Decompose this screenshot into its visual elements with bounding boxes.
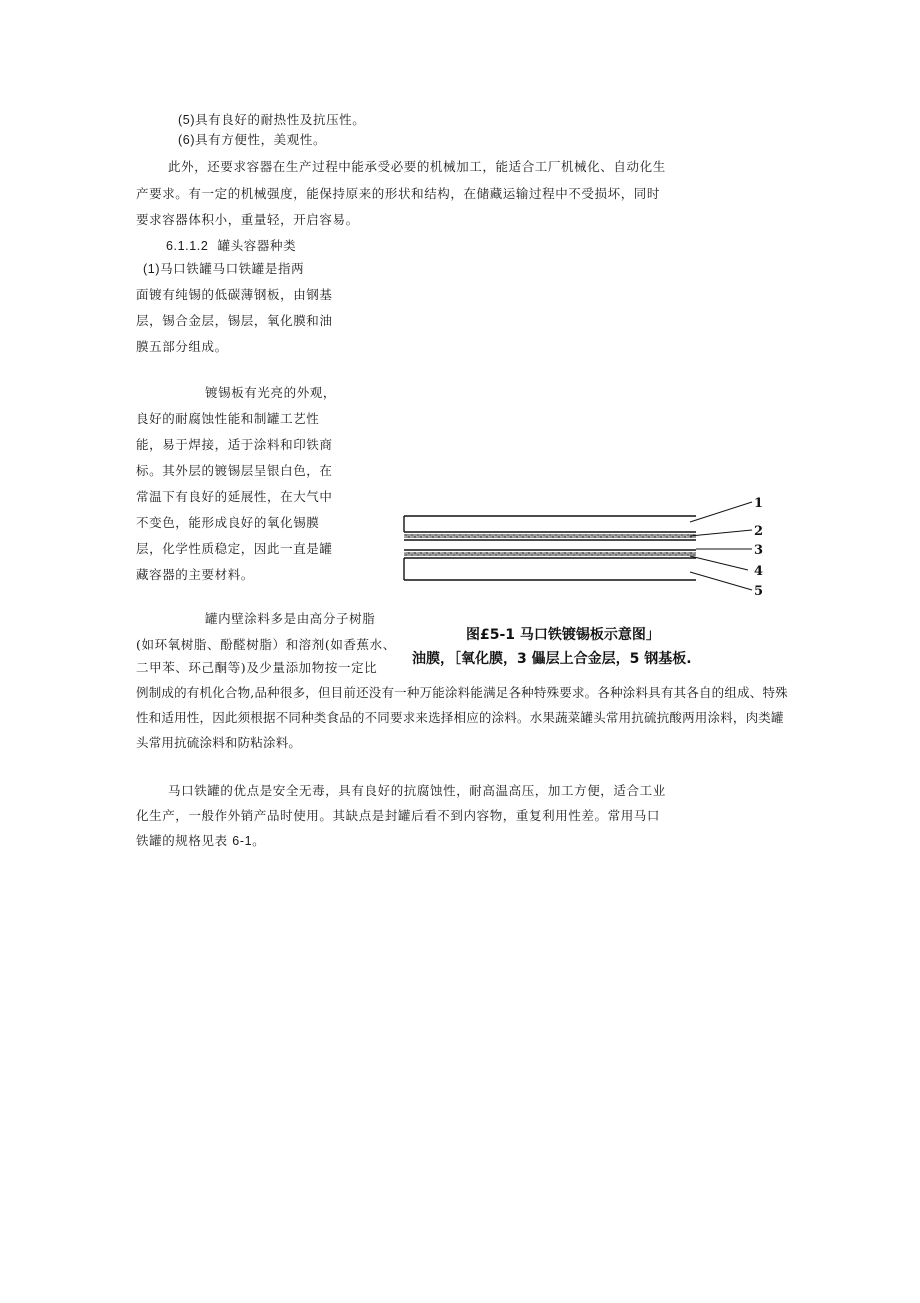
list-item-6	[178, 130, 326, 150]
section-number: 6.1.1.2	[166, 239, 209, 253]
figure-caption: 图£5-1 马口铁镀锡板示意图」	[466, 627, 660, 643]
paragraph-line: 头常用抗硫涂料和防粘涂料。	[136, 735, 302, 750]
paragraph-line: 例制成的有机化合物,品种很多，但目前还没有一种万能涂料能满足各种特殊要求。各种涂料具有其各自的组成、特殊	[136, 685, 788, 700]
list-text: 具有方便性，美观性。	[195, 132, 327, 147]
paragraph-line: 铁罐的规格见表 6-1。	[136, 833, 266, 848]
paragraph-line: 层，化学性质稳定，因此一直是罐	[136, 541, 333, 556]
list-number: (1)	[143, 262, 161, 276]
paragraph-line: 性和适用性，因此须根据不同种类食品的不同要求来选择相应的涂料。水果蔬菜罐头常用抗硫抗酸两用涂料，肉类罐	[136, 710, 784, 725]
paragraph-line: 面镀有纯锡的低碳薄钢板，由钢基	[136, 287, 333, 302]
list-number: (6)	[178, 133, 196, 147]
leader-line	[690, 572, 752, 590]
leader-line	[690, 556, 748, 570]
layer-label-2: 2	[754, 524, 764, 539]
layer-label-3: 3	[754, 543, 764, 558]
layer-label-4: 4	[754, 564, 764, 579]
paragraph-line: 藏容器的主要材料。	[136, 567, 254, 582]
paragraph-line: 要求容器体积小，重量轻，开启容易。	[136, 212, 359, 227]
layer-label-1: 1	[754, 496, 764, 511]
layer-label-5: 5	[754, 584, 764, 599]
paragraph-line: 不变色，能形成良好的氧化锡膜	[136, 515, 320, 530]
paragraph-line: 能，易于焊接，适于涂料和印铁商	[136, 437, 333, 452]
paragraph-line: 罐内壁涂料多是由高分子树脂	[205, 611, 376, 626]
paragraph-line: 化生产，一般作外销产品时使用。其缺点是封罐后看不到内容物，重复利用性差。常用马口	[136, 808, 661, 823]
leader-line	[690, 530, 752, 536]
tinplate-layer-diagram	[396, 492, 776, 602]
paragraph-line: 标。其外层的镀锡层呈银白色，在	[136, 463, 333, 478]
list-text: 具有良好的耐热性及抗压性。	[195, 112, 366, 127]
paragraph-line: 此外，还要求容器在生产过程中能承受必要的机械加工，能适合工厂机械化、自动化生	[168, 159, 666, 174]
section-title: 罐头容器种类	[217, 238, 297, 253]
paragraph-line: 良好的耐腐蚀性能和制罐工艺性	[136, 411, 320, 426]
table-reference: 6-1	[232, 834, 253, 848]
paragraph-line: (1)马口铁罐马口铁罐是指两	[143, 261, 305, 276]
paragraph-line: 镀锡板有光亮的外观，	[205, 385, 337, 400]
oxide-layer	[404, 534, 696, 538]
list-number: (5)	[178, 113, 196, 127]
leader-line	[690, 502, 752, 522]
paragraph-line: 膜五部分组成。	[136, 339, 228, 354]
paragraph-line: 马口铁罐的优点是安全无毒，具有良好的抗腐蚀性，耐高温高压，加工方便，适合工业	[168, 783, 666, 798]
figure-legend: 油膜，［氧化膜，3 儡层上合金层，5 钢基板.	[412, 651, 692, 667]
alloy-layer	[404, 552, 696, 556]
paragraph-line: 产要求。有一定的机械强度，能保持原来的形状和结构，在储藏运输过程中不受损坏，同时	[136, 186, 661, 201]
paragraph-line: 常温下有良好的延展性，在大气中	[136, 489, 333, 504]
list-item-5	[178, 110, 365, 130]
paragraph-line: 层，锡合金层，锡层，氧化膜和油	[136, 313, 333, 328]
paragraph-line: (如环氧树脂、酚醛树脂）和溶剂(如香蕉水、	[136, 637, 396, 652]
paragraph-line: 二甲苯、环己酮等)及少量添加物按一定比	[136, 660, 378, 675]
section-heading	[166, 236, 296, 256]
